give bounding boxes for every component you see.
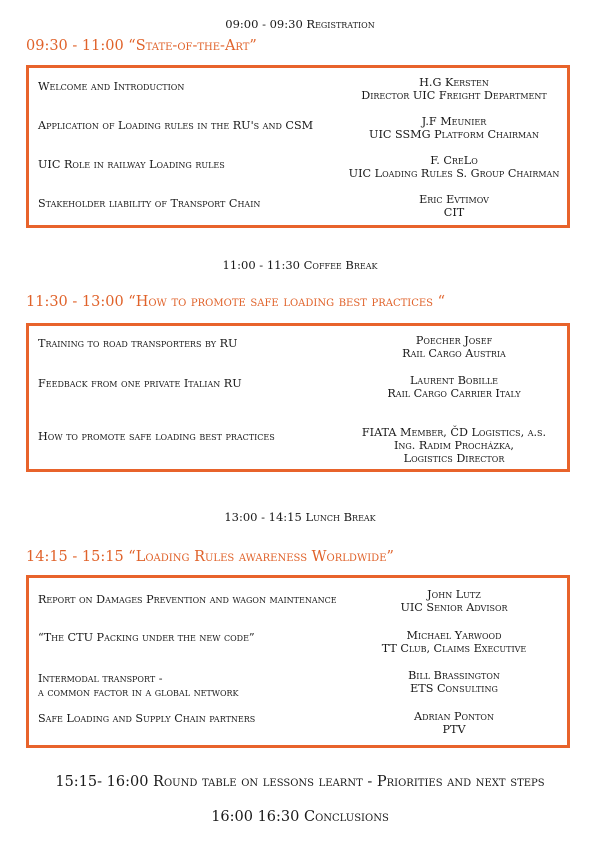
speaker-name: Eric Evtimov	[419, 193, 489, 206]
speaker-name: Adrian Ponton	[414, 710, 494, 723]
agenda-speaker	[319, 588, 589, 614]
speaker-role: Logistics Director	[403, 452, 505, 465]
agenda-speaker	[319, 115, 589, 141]
speaker-role: UIC SSMG Platform Chairman	[369, 128, 539, 141]
registration-line: 09:00 - 09:30 Registration	[225, 17, 375, 31]
agenda-topic: How to promote safe loading best practices	[38, 430, 275, 443]
agenda-speaker	[319, 76, 589, 102]
agenda-speaker	[319, 154, 589, 180]
session-2-box	[26, 323, 570, 472]
speaker-name: Bill Brassington	[408, 669, 500, 682]
conclusions-line: 16:00 16:30 Conclusions	[211, 809, 389, 825]
session-3-title: 14:15 - 15:15 “Loading Rules awareness Worldwide”	[26, 549, 394, 565]
agenda-topic: Stakeholder liability of Transport Chain	[38, 197, 261, 210]
speaker-name: J.F Meunier	[421, 115, 487, 128]
session-2-title: 11:30 - 13:00 “How to promote safe loading best practices “	[26, 294, 446, 310]
speaker-role: Rail Cargo Carrier Italy	[387, 387, 521, 400]
speaker-role: TT Club, Claims Executive	[381, 642, 527, 655]
session-1-box	[26, 65, 570, 228]
agenda-topic: UIC Role in railway Loading rules	[38, 158, 225, 171]
speaker-name: H.G Kersten	[419, 76, 489, 89]
agenda-speaker	[319, 193, 589, 219]
speaker-role: CIT	[443, 206, 465, 219]
speaker-name: FIATA Member, ČD Logistics, a.s.	[361, 426, 547, 439]
agenda-speaker	[319, 710, 589, 736]
speaker-name: Poecher Josef	[415, 334, 493, 347]
agenda-topic: Training to road transporters by RU	[38, 337, 238, 350]
speaker-detail: Ing. Radim Procházka,	[394, 439, 514, 452]
speaker-role: PTV	[442, 723, 466, 736]
session-1-title: 09:30 - 11:00 “State-of-the-Art”	[26, 38, 257, 54]
agenda-speaker	[319, 374, 589, 400]
agenda-speaker	[319, 629, 589, 655]
agenda-speaker	[319, 669, 589, 695]
speaker-role: UIC Senior Advisor	[400, 601, 508, 614]
lunch-break-line: 13:00 - 14:15 Lunch Break	[224, 510, 376, 524]
speaker-role: Director UIC Freight Department	[361, 89, 547, 102]
speaker-name: Michael Yarwood	[406, 629, 502, 642]
agenda-topic-line: Intermodal transport -	[38, 672, 163, 685]
speaker-name: John Lutz	[427, 588, 481, 601]
agenda-speaker	[319, 426, 589, 465]
round-table-line: 15:15- 16:00 Round table on lessons learnt - Priorities and next steps	[55, 774, 545, 790]
agenda-topic: Welcome and Introduction	[38, 80, 185, 93]
speaker-name: Laurent Bobille	[410, 374, 498, 387]
agenda-topic: Application of Loading rules in the RU's and CSM	[38, 119, 314, 132]
agenda-topic: Report on Damages Prevention and wagon maintenance	[38, 593, 337, 606]
speaker-role: UIC Loading Rules S. Group Chairman	[348, 167, 560, 180]
agenda-topic: Feedback from one private Italian RU	[38, 377, 242, 390]
agenda-topic: Safe Loading and Supply Chain partners	[38, 712, 256, 725]
speaker-role: ETS Consulting	[410, 682, 498, 695]
agenda-speaker	[319, 334, 589, 360]
agenda-topic-line: a common factor in a global network	[38, 686, 239, 699]
coffee-break-line: 11:00 - 11:30 Coffee Break	[222, 258, 378, 272]
speaker-name: F. CreLo	[430, 154, 478, 167]
agenda-topic: “The CTU Packing under the new code”	[38, 631, 255, 644]
session-3-box	[26, 575, 570, 748]
speaker-role: Rail Cargo Austria	[402, 347, 506, 360]
